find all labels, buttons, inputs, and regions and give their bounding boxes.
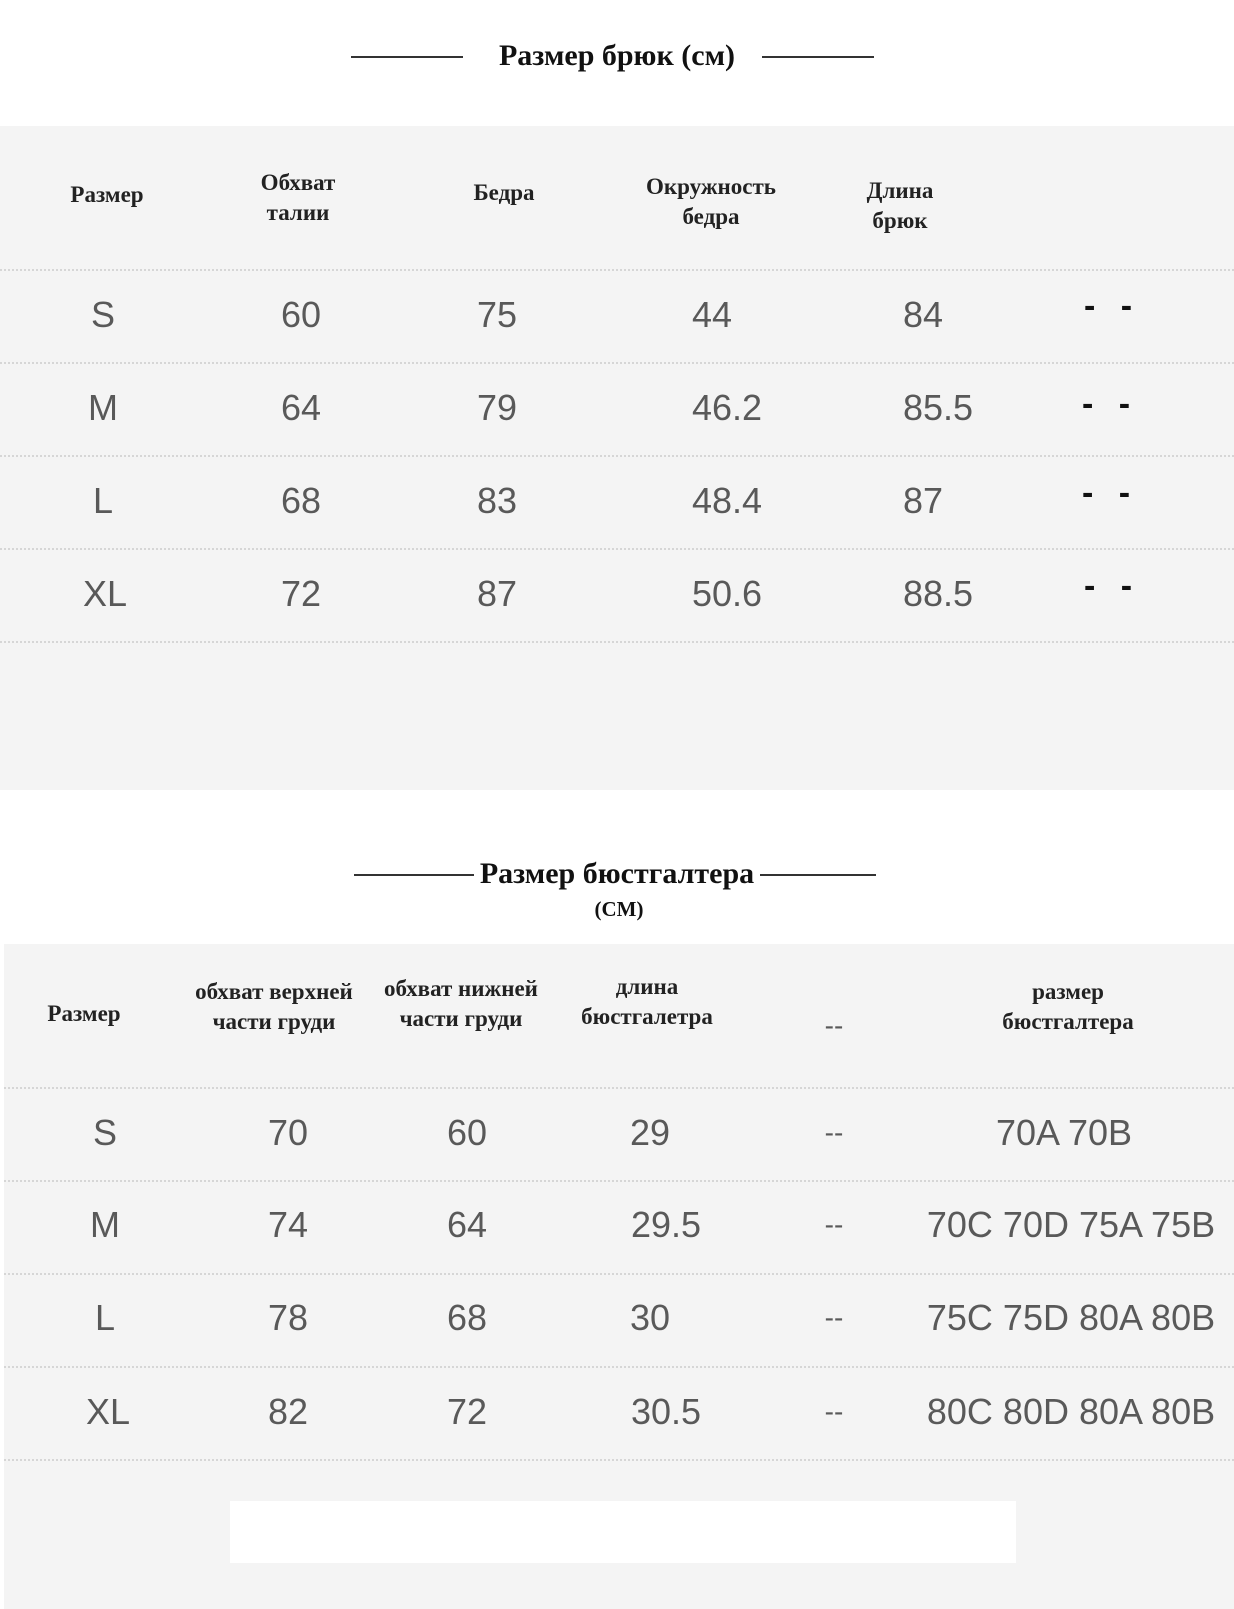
pants-separator (0, 548, 1234, 550)
pants-row-l-waist: 68 (280, 480, 322, 521)
bra-separator (4, 1273, 1234, 1275)
bra-row-xl-size: XL (85, 1391, 131, 1432)
bra-row-m-upper: 74 (267, 1204, 309, 1245)
pants-row-l-length: 87 (902, 480, 944, 521)
bra-separator (4, 1366, 1234, 1368)
pants-row-s-length: 84 (902, 294, 944, 335)
bra-header-cup: размер бюстгалтера (1002, 979, 1134, 1034)
bra-row-m-under: 64 (446, 1204, 488, 1245)
bra-row-xl-under: 72 (446, 1391, 488, 1432)
pants-table (0, 126, 1234, 790)
blank-footer-box (230, 1501, 1016, 1563)
pants-row-s-thigh: 44 (691, 294, 733, 335)
pants-title-rule-right (762, 56, 874, 58)
bra-row-s-upper: 70 (267, 1112, 309, 1153)
pants-header-waist: Обхват талии (260, 170, 336, 225)
pants-row-l-hips: 83 (476, 480, 518, 521)
bra-header-size: Размер (47, 1001, 121, 1026)
pants-row-m-extra: - - (1081, 385, 1139, 423)
bra-table (4, 944, 1234, 1609)
bra-row-m-cup: 70C 70D 75A 75B (926, 1204, 1216, 1245)
bra-row-xl-upper: 82 (267, 1391, 309, 1432)
bra-row-l-length: 30 (629, 1297, 671, 1338)
pants-row-xl-waist: 72 (280, 573, 322, 614)
bra-header-under: обхват нижней части груди (384, 976, 538, 1031)
bra-header-extra: -- (824, 1010, 844, 1041)
pants-row-m-waist: 64 (280, 387, 322, 428)
pants-row-s-hips: 75 (476, 294, 518, 335)
pants-row-xl-hips: 87 (476, 573, 518, 614)
bra-row-s-under: 60 (446, 1112, 488, 1153)
pants-row-xl-extra: - - (1083, 567, 1141, 605)
pants-header-length: Длина брюк (866, 178, 934, 233)
bra-row-s-length: 29 (629, 1112, 671, 1153)
pants-row-xl-thigh: 50.6 (691, 573, 763, 614)
bra-header-upper: обхват верхней части груди (195, 979, 353, 1034)
bra-separator (4, 1459, 1234, 1461)
bra-row-l-extra: -- (824, 1302, 844, 1333)
bra-row-l-cup: 75C 75D 80A 80B (926, 1297, 1216, 1338)
pants-title: Размер брюк (см) (498, 39, 735, 72)
pants-header-hips: Бедра (473, 180, 535, 205)
pants-row-m-length: 85.5 (902, 387, 974, 428)
pants-row-s-size: S (90, 294, 116, 335)
pants-row-xl-size: XL (82, 573, 128, 614)
bra-row-m-size: M (90, 1204, 120, 1245)
bra-row-xl-length: 30.5 (630, 1391, 702, 1432)
pants-row-m-hips: 79 (476, 387, 518, 428)
pants-row-l-size: L (92, 480, 114, 521)
pants-row-m-size: M (88, 387, 118, 428)
bra-row-l-size: L (94, 1297, 116, 1338)
bra-row-m-extra: -- (824, 1209, 844, 1240)
bra-row-xl-extra: -- (824, 1396, 844, 1427)
pants-row-s-waist: 60 (280, 294, 322, 335)
bra-separator (4, 1087, 1234, 1089)
pants-row-s-extra: - - (1083, 287, 1141, 325)
pants-row-m-thigh: 46.2 (691, 387, 763, 428)
pants-separator (0, 362, 1234, 364)
pants-header-size: Размер (70, 182, 144, 207)
bra-unit: (СМ) (594, 897, 644, 921)
bra-row-m-length: 29.5 (630, 1204, 702, 1245)
pants-separator (0, 269, 1234, 271)
pants-separator (0, 641, 1234, 643)
bra-row-l-upper: 78 (267, 1297, 309, 1338)
pants-row-l-extra: - - (1081, 474, 1139, 512)
bra-row-l-under: 68 (446, 1297, 488, 1338)
bra-row-s-extra: -- (824, 1117, 844, 1148)
pants-separator (0, 455, 1234, 457)
pants-row-xl-length: 88.5 (902, 573, 974, 614)
bra-header-length: длина бюстгалетра (581, 974, 713, 1029)
bra-title: Размер бюстгалтера (479, 857, 755, 890)
bra-title-rule-right (760, 874, 876, 876)
bra-separator (4, 1180, 1234, 1182)
bra-row-s-size: S (92, 1112, 118, 1153)
bra-row-s-cup: 70A 70B (995, 1112, 1133, 1153)
pants-header-thigh: Окружность бедра (646, 174, 776, 229)
pants-row-l-thigh: 48.4 (691, 480, 763, 521)
bra-row-xl-cup: 80C 80D 80A 80B (926, 1391, 1216, 1432)
